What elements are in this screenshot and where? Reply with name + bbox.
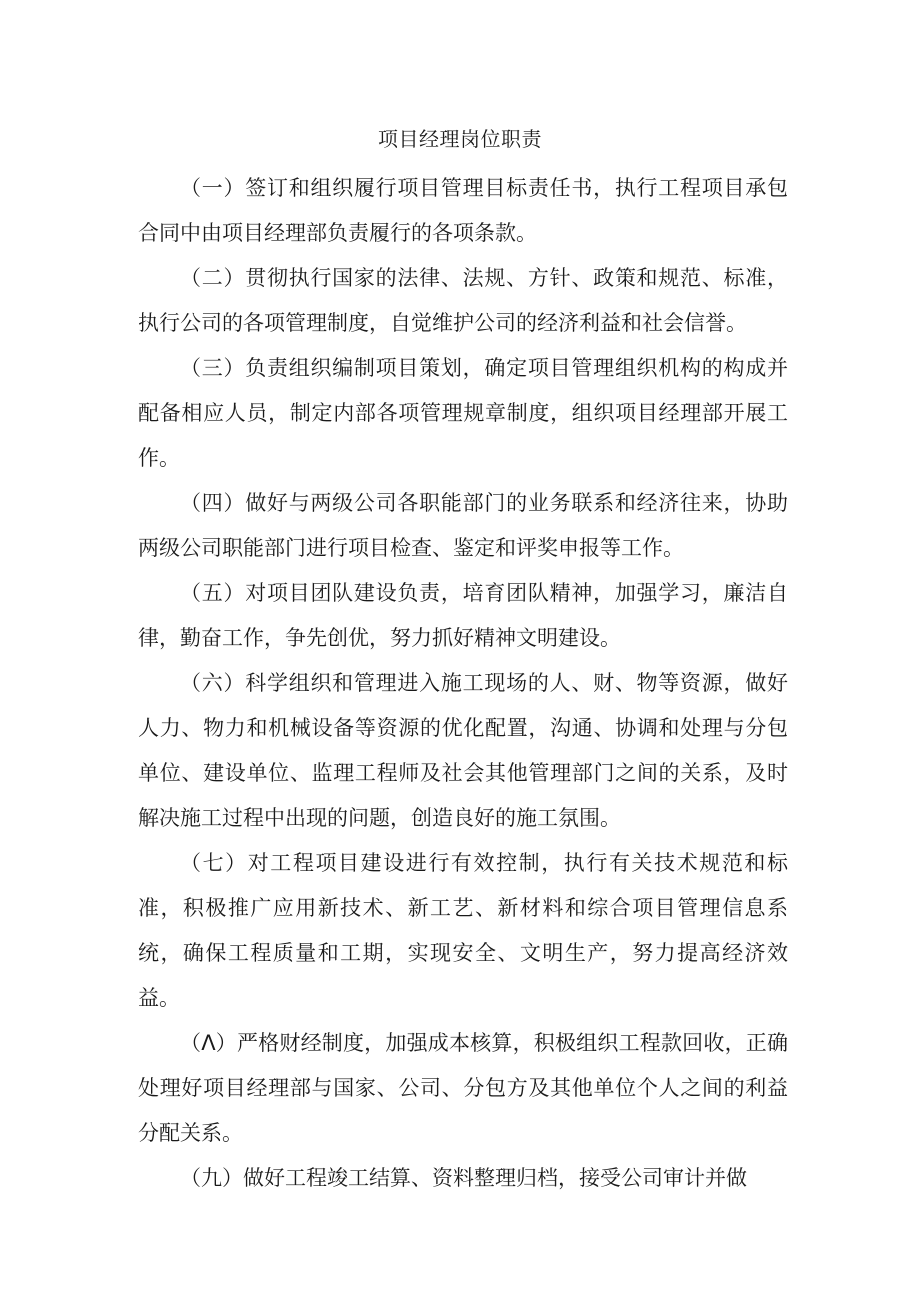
paragraph-8: （Λ）严格财经制度，加强成本核算，积极组织工程款回收，正确处理好项目经理部与国家、公司、分包方及其他单位个人之间的利益分配关系。 [138, 1031, 788, 1145]
paragraph-5: （五）对项目团队建设负责，培育团队精神，加强学习，廉洁自律，勤奋工作，争先创优，努力抓好精神文明建设。 [138, 581, 788, 650]
paragraph-4: （四）做好与两级公司各职能部门的业务联系和经济往来，协助两级公司职能部门进行项目检查、鉴定和评奖申报等工作。 [138, 491, 788, 560]
paragraph-6: （六）科学组织和管理进入施工现场的人、财、物等资源，做好人力、物力和机械设备等资源的优化配置，沟通、协调和处理与分包单位、建设单位、监理工程师及社会其他管理部门之间的关系，及时解决施工过程中出现的问题，创造良好的施工氛围。 [138, 671, 788, 830]
paragraph-3: （三）负责组织编制项目策划，确定项目管理组织机构的构成并配备相应人员，制定内部各项管理规章制度，组织项目经理部开展工作。 [138, 356, 788, 470]
paragraph-1: （一）签订和组织履行项目管理目标责任书，执行工程项目承包合同中由项目经理部负责履行的各项条款。 [138, 176, 788, 245]
document-title: 项目经理岗位职责 [378, 127, 542, 151]
paragraph-2: （二）贯彻执行国家的法律、法规、方针、政策和规范、标准，执行公司的各项管理制度，自觉维护公司的经济利益和社会信誉。 [138, 266, 788, 335]
paragraph-7: （七）对工程项目建设进行有效控制，执行有关技术规范和标准，积极推广应用新技术、新工艺、新材料和综合项目管理信息系统，确保工程质量和工期，实现安全、文明生产，努力提高经济效益。 [138, 851, 788, 1010]
paragraph-9: （九）做好工程竣工结算、资料整理归档，接受公司审计并做 [180, 1166, 747, 1190]
document-body [138, 166, 788, 1201]
